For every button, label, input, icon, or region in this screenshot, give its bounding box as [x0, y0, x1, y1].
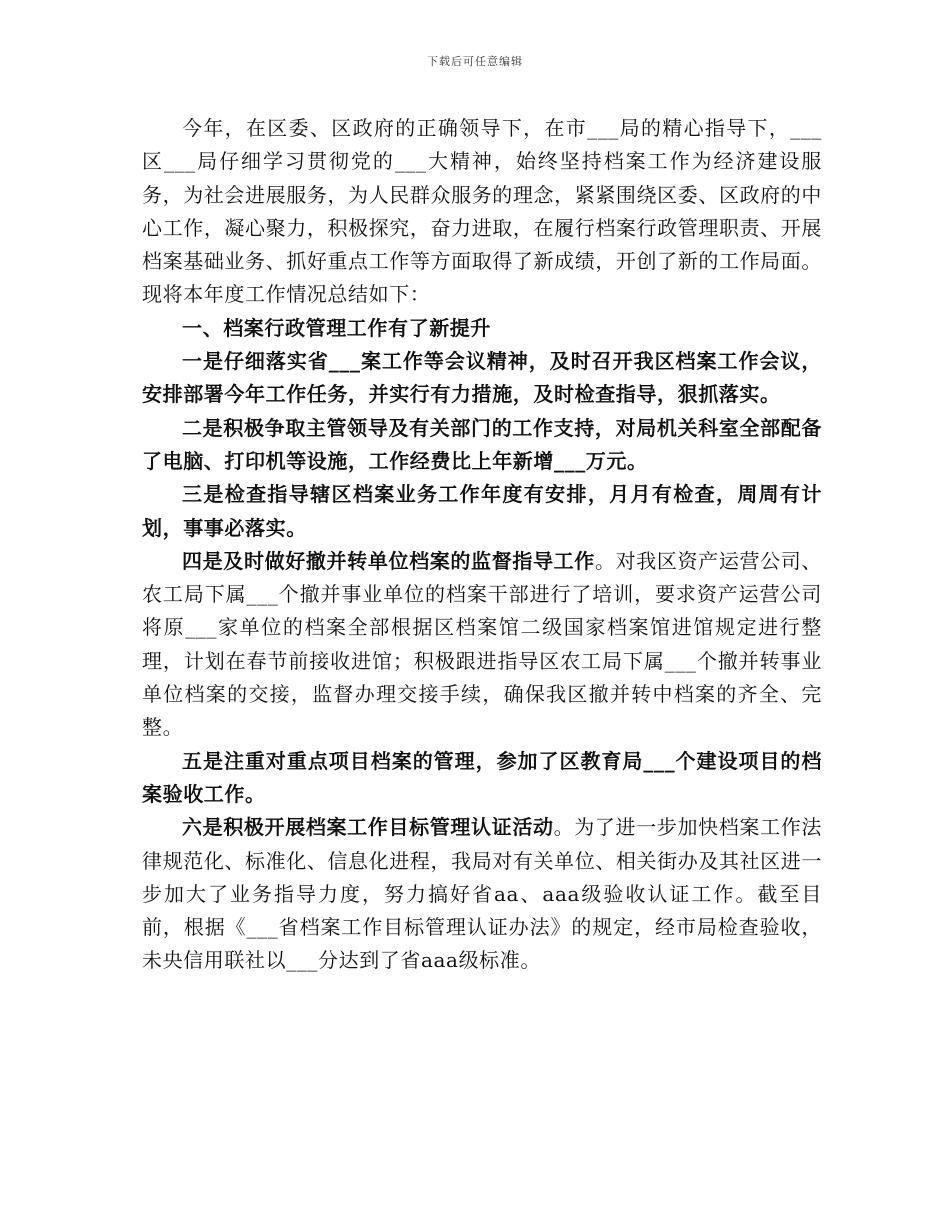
- paragraph-item-2: [142, 412, 822, 479]
- paragraph-item-5: [142, 745, 822, 812]
- paragraph-text: 一是仔细落实省___案工作等会议精神，及时召开我区档案工作会议，安排部署今年工作任务，并实行有力措施，及时检查指导，狠抓落实。: [142, 349, 822, 407]
- paragraph-item-6: [142, 811, 822, 977]
- document-body: [142, 112, 822, 978]
- paragraph-text: 。为了进一步加快档案工作法律规范化、标准化、信息化进程，我局对有关单位、相关街办及其社区进一步加大了业务指导力度，努力搞好省aa、aaa级验收认证工作。截至目前，根据《___省档案工作目标管理认证办法》的规定，经市局检查验收，未央信用联社以___分达到了省aaa级标准。: [142, 815, 822, 973]
- paragraph-item-3: [142, 478, 822, 545]
- paragraph-lead: 四是及时做好撤并转单位档案的监督指导工作: [182, 548, 595, 573]
- paragraph-intro: [142, 112, 822, 312]
- paragraph-text: 今年，在区委、区政府的正确领导下，在市___局的精心指导下，___区___局仔细学习贯彻党的___大精神，始终坚持档案工作为经济建设服务，为社会进展服务，为人民群众服务的理念，紧紧围绕区委、区政府的中心工作，凝心聚力，积极探究，奋力进取，在履行档案行政管理职责、开展档案基础业务、抓好重点工作等方面取得了新成绩，开创了新的工作局面。现将本年度工作情况总结如下：: [142, 116, 822, 307]
- section-heading-text: 一、档案行政管理工作有了新提升: [182, 315, 491, 340]
- page-header: 下载后可任意编辑: [427, 55, 523, 68]
- paragraph-text: 。对我区资产运营公司、农工局下属___个撤并事业单位的档案干部进行了培训，要求资产运营公司将原___家单位的档案全部根据区档案馆二级国家档案馆进馆规定进行整理，计划在春节前接收进馆；积极跟进指导区农工局下属___个撤并转事业单位档案的交接，监督办理交接手续，确保我区撤并转中档案的齐全、完整。: [142, 548, 823, 740]
- paragraph-text: 五是注重对重点项目档案的管理，参加了区教育局___个建设项目的档案验收工作。: [142, 748, 822, 806]
- section-heading: [142, 312, 822, 345]
- paragraph-text: 二是积极争取主管领导及有关部门的工作支持，对局机关科室全部配备了电脑、打印机等设施，工作经费比上年新增___万元。: [142, 415, 822, 473]
- paragraph-lead: 六是积极开展档案工作目标管理认证活动: [182, 815, 554, 840]
- paragraph-item-4: [142, 545, 822, 745]
- paragraph-item-1: [142, 345, 822, 412]
- paragraph-text: 三是检查指导辖区档案业务工作年度有安排，月月有检查，周周有计划，事事必落实。: [142, 482, 822, 540]
